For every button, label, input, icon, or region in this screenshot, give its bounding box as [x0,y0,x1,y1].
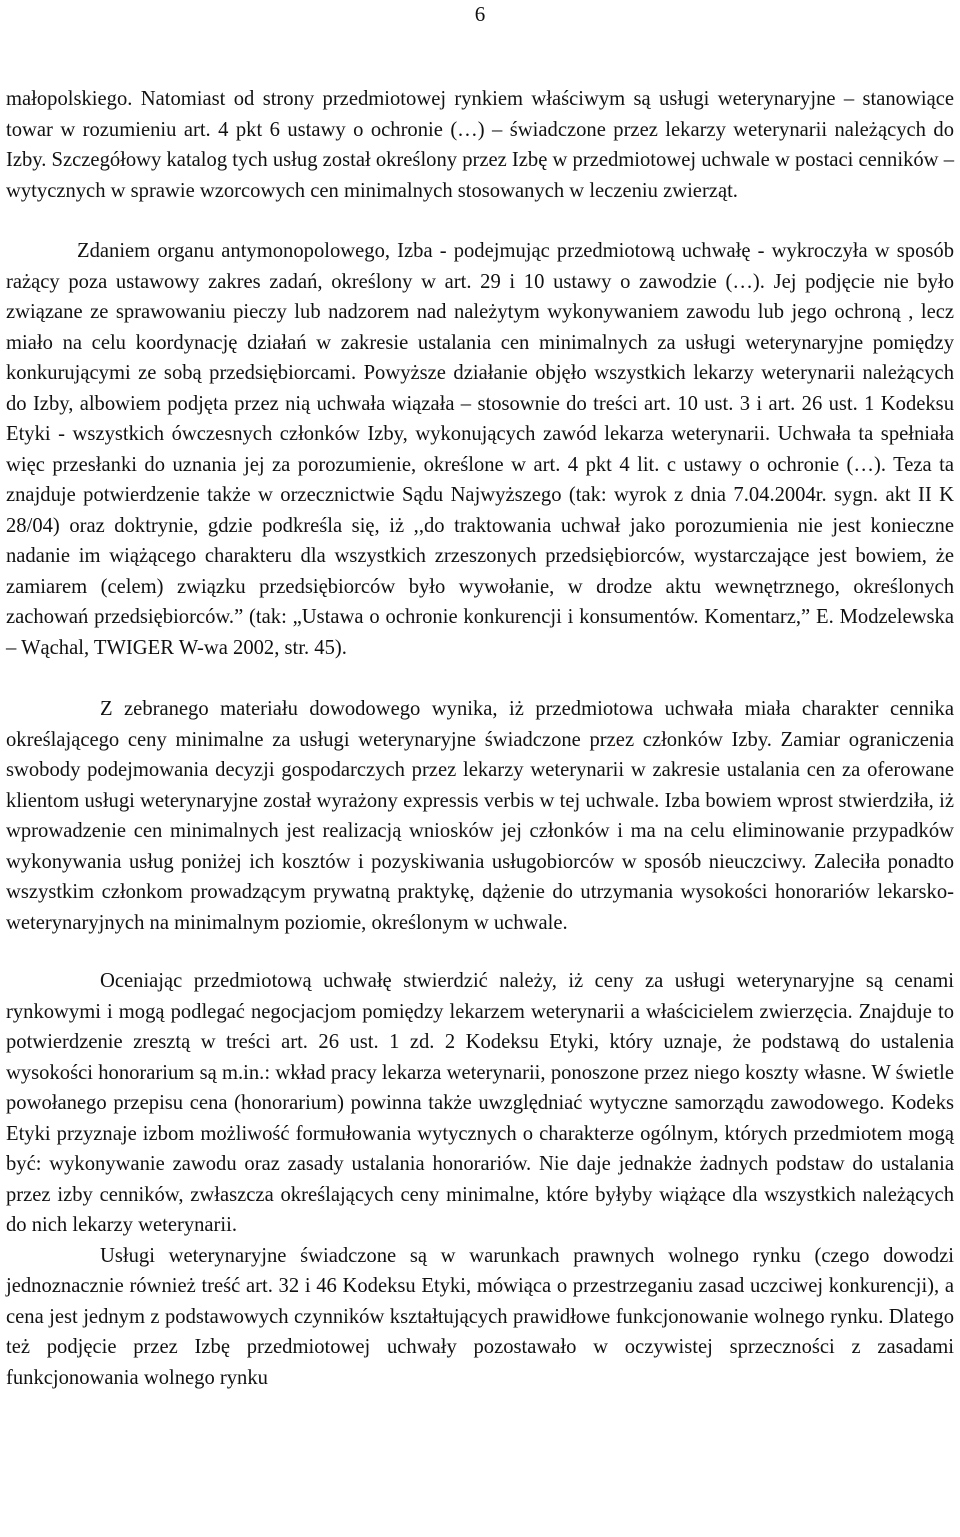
page-number: 6 [474,2,486,26]
paragraph-3: Z zebranego materiału dowodowego wynika, iż przedmiotowa uchwała miała charakter cennika określającego ceny minimalne za usługi weterynaryjne świadczone przez członków Izby. Zamiar ograniczenia swobody podejmowania decyzji gospodarczych przez lekarzy weterynarii w zakresie ustalania cen za oferowane klientom usługi weterynaryjne został wyrażony expressis verbis w tej uchwale. Izba bowiem wprost stwierdziła, iż wprowadzenie cen minimalnych jest realizacją wniosków jej członków i ma na celu eliminowanie przypadków wykonywania usług poniżej ich kosztów i pozyskiwania usługobiorców w sposób nieuczciwy. Zaleciła ponadto wszystkim członkom prowadzącym prywatną praktykę, dążenie do utrzymania wysokości honorariów lekarsko-weterynaryjnych na minimalnym poziomie, określonym w uchwale. [6,698,954,934]
paragraph-1: małopolskiego. Natomiast od strony przedmiotowej rynkiem właściwym są usługi weterynaryjne – stanowiące towar w rozumieniu art. 4 pkt 6 ustawy o ochronie (…) – świadczone przez lekarzy weterynarii należących do Izby. Szczegółowy katalog tych usług został określony przez Izbę w przedmiotowej uchwale w postaci cenników – wytycznych w sprawie wzorcowych cen minimalnych stosowanych w leczeniu zwierząt. [6,88,954,202]
paragraph-2: Zdaniem organu antymonopolowego, Izba - podejmując przedmiotową uchwałę - wykroczyła w sposób rażący poza ustawowy zakres zadań, określony w art. 29 i 10 ustawy o zawodzie (…). Jej podjęcie nie było związane ze sprawowaniu pieczy lub nadzorem nad należytym wykonywaniem zawodu lub jego ochroną , lecz miało na celu koordynację działań w zakresie ustalania cen minimalnych za usługi weterynaryjne pomiędzy konkurującymi ze sobą przedsiębiorcami. Powyższe działanie objęło wszystkich lekarzy weterynarii należących do Izby, albowiem podjęta przez nią uchwała wiązała – stosownie do treści art. 10 ust. 3 i art. 26 ust. 1 Kodeksu Etyki - wszystkich ówczesnych członków Izby, wykonujących zawód lekarza weterynarii. Uchwała ta spełniała więc przesłanki do uznania jej za porozumienie, określone w art. 4 pkt 4 lit. c ustawy o ochronie (…). Teza ta znajduje potwierdzenie także w orzecznictwie Sądu Najwyższego (tak: wyrok z dnia 7.04.2004r. sygn. akt II K 28/04) oraz doktrynie, gdzie podkreśla się, iż ,,do traktowania uchwał jako porozumienia nie jest konieczne nadanie im wiążącego charakteru dla wszystkich zrzeszonych przedsiębiorców, wystarczające jest bowiem, że zamiarem (celem) związku przedsiębiorców było wywołanie, w drodze aktu wewnętrznego, określonych zachowań przedsiębiorców.” (tak: „Ustawa o ochronie konkurencji i konsumentów. Komentarz,” E. Modzelewska – Wąchal, TWIGER W-wa 2002, str. 45). [6,240,954,659]
document-body [6,84,954,1393]
paragraph-4: Oceniając przedmiotową uchwałę stwierdzić należy, iż ceny za usługi weterynaryjne są cenami rynkowymi i mogą podlegać negocjacjom pomiędzy lekarzem weterynarii a właścicielem zwierzęcia. Znajduje to potwierdzenie zresztą w treści art. 26 ust. 1 zd. 2 Kodeksu Etyki, który uznaje, że podstawą do ustalenia wysokości honorarium są m.in.: wkład pracy lekarza weterynarii, ponoszone przez niego koszty własne. W świetle powołanego przepisu cena (honorarium) powinna także uwzględniać wytyczne samorządu zawodowego. Kodeks Etyki przyznaje izbom możliwość formułowania wytycznych o charakterze ogólnym, których przedmiotem mogą być: wykonywanie zawodu oraz zasady ustalania honorariów. Nie daje jednakże żadnych podstaw do ustalania przez izby cenników, zwłaszcza określających ceny minimalne, które byłyby wiążące dla wszystkich należących do nich lekarzy weterynarii. [6,970,954,1236]
paragraph-5: Usługi weterynaryjne świadczone są w warunkach prawnych wolnego rynku (czego dowodzi jednoznacznie również treść art. 32 i 46 Kodeksu Etyki, mówiąca o przestrzeganiu zasad uczciwej konkurencji), a cena jest jednym z podstawowych czynników kształtujących prawidłowe funkcjonowanie wolnego rynku. Dlatego też podjęcie przez Izbę przedmiotowej uchwały pozostawało w oczywistej sprzeczności z zasadami funkcjonowania wolnego rynku [6,1244,954,1389]
